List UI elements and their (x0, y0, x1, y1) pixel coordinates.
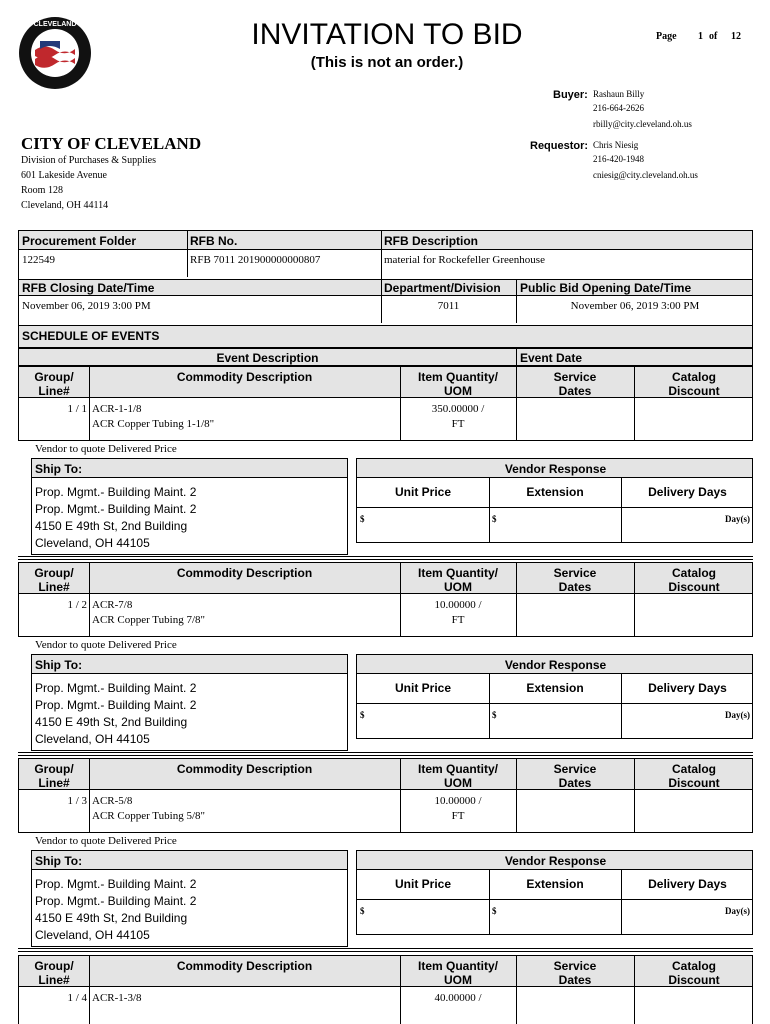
org-line-1: Division of Purchases & Supplies (21, 155, 156, 166)
ship-to-label: Ship To: (35, 462, 83, 476)
city-seal-logo (18, 16, 92, 90)
rfb-no-value: RFB 7011 201900000000807 (190, 254, 321, 266)
commodity-header: Commodity Description (176, 566, 313, 580)
ship-to-line-3: 4150 E 49th St, 2nd Building (35, 911, 188, 925)
service-header-2: Dates (558, 384, 592, 398)
ship-to-label: Ship To: (35, 658, 83, 672)
buyer-label: Buyer: (553, 89, 588, 101)
item-description: ACR Copper Tubing 5/8" (92, 810, 205, 822)
rfb-no-label: RFB No. (190, 234, 238, 248)
line-item-block (0, 366, 770, 562)
requestor-label: Requestor: (530, 140, 589, 152)
item-quantity: 10.00000 / (434, 599, 482, 611)
unit-price-input[interactable]: $ (360, 906, 365, 916)
org-line-4: Cleveland, OH 44114 (21, 200, 109, 211)
vendor-response-label: Vendor Response (504, 854, 607, 868)
group-line-header: Group/ (34, 370, 74, 384)
vendor-note: Vendor to quote Delivered Price (35, 835, 177, 847)
buyer-email[interactable]: rbilly@city.cleveland.oh.us (593, 119, 692, 129)
commodity-header: Commodity Description (176, 370, 313, 384)
delivery-days-input[interactable]: Day(s) (725, 514, 750, 524)
catalog-header: Catalog (671, 762, 716, 776)
closing-date-value: November 06, 2019 3:00 PM (22, 300, 151, 312)
item-quantity: 10.00000 / (434, 795, 482, 807)
item-line-number: 1 / 4 (67, 992, 87, 1004)
event-description-label: Event Description (216, 351, 319, 365)
event-date-label: Event Date (520, 351, 583, 365)
page-subtitle: (This is not an order.) (310, 54, 464, 71)
quantity-header: Item Quantity/ (417, 959, 498, 973)
svg-text:CLEVELAND: CLEVELAND (33, 21, 77, 28)
closing-date-label: RFB Closing Date/Time (22, 281, 155, 295)
service-header-2: Dates (558, 973, 592, 987)
item-description: ACR Copper Tubing 7/8" (92, 614, 205, 626)
service-header: Service (553, 566, 597, 580)
ship-to-label: Ship To: (35, 854, 83, 868)
group-line-header-2: Line# (38, 580, 70, 594)
group-line-header-2: Line# (38, 776, 70, 790)
ship-to-box (31, 654, 348, 751)
delivery-days-label: Delivery Days (648, 681, 727, 695)
org-line-2: 601 Lakeside Avenue (21, 170, 107, 181)
ship-to-box (31, 458, 348, 555)
item-code: ACR-1-3/8 (92, 992, 142, 1004)
vendor-response-box (356, 850, 753, 935)
schedule-header-row (18, 348, 753, 366)
unit-price-label: Unit Price (394, 485, 451, 499)
catalog-header: Catalog (671, 370, 716, 384)
org-name: CITY OF CLEVELAND (21, 134, 202, 153)
department-label: Department/Division (384, 281, 501, 295)
line-item-block (0, 562, 770, 758)
item-description: ACR Copper Tubing 1-1/8" (92, 418, 215, 430)
ship-to-line-1: Prop. Mgmt.- Building Maint. 2 (35, 877, 197, 891)
procurement-folder-label: Procurement Folder (22, 234, 137, 248)
page-label: Page (656, 31, 677, 42)
line-item-block (0, 758, 770, 954)
bid-opening-label: Public Bid Opening Date/Time (520, 281, 692, 295)
quantity-header: Item Quantity/ (417, 566, 498, 580)
quantity-header-2: UOM (444, 580, 472, 594)
requestor-name: Chris Niesig (593, 140, 639, 150)
page-number: 1 (698, 31, 703, 42)
catalog-header-2: Discount (668, 776, 720, 790)
delivery-days-label: Delivery Days (648, 877, 727, 891)
department-value: 7011 (437, 300, 460, 312)
page-total: 12 (731, 31, 741, 42)
catalog-header-2: Discount (668, 384, 720, 398)
group-line-header: Group/ (34, 959, 74, 973)
catalog-header-2: Discount (668, 580, 720, 594)
service-header: Service (553, 370, 597, 384)
group-line-header: Group/ (34, 566, 74, 580)
ship-to-line-2: Prop. Mgmt.- Building Maint. 2 (35, 502, 197, 516)
page-title: INVITATION TO BID (251, 18, 523, 51)
ship-to-line-2: Prop. Mgmt.- Building Maint. 2 (35, 698, 197, 712)
rfb-description-value: material for Rockefeller Greenhouse (384, 254, 545, 266)
delivery-days-input[interactable]: Day(s) (725, 906, 750, 916)
buyer-name: Rashaun Billy (593, 89, 645, 99)
delivery-days-input[interactable]: Day(s) (725, 710, 750, 720)
vendor-response-box (356, 458, 753, 543)
item-uom: FT (451, 418, 465, 430)
item-uom: FT (451, 810, 465, 822)
unit-price-input[interactable]: $ (360, 514, 365, 524)
unit-price-label: Unit Price (394, 877, 451, 891)
catalog-header-2: Discount (668, 973, 720, 987)
vendor-note: Vendor to quote Delivered Price (35, 639, 177, 651)
schedule-title: SCHEDULE OF EVENTS (22, 329, 160, 343)
bid-opening-value: November 06, 2019 3:00 PM (570, 300, 700, 312)
quantity-header-2: UOM (444, 776, 472, 790)
ship-to-line-4: Cleveland, OH 44105 (35, 732, 150, 746)
extension-input[interactable]: $ (492, 710, 497, 720)
item-line-number: 1 / 1 (67, 403, 87, 415)
quantity-header: Item Quantity/ (417, 370, 498, 384)
item-code: ACR-1-1/8 (92, 403, 142, 415)
item-table (18, 562, 753, 637)
group-line-header: Group/ (34, 762, 74, 776)
procurement-folder-value: 122549 (22, 254, 55, 266)
ship-to-box (31, 850, 348, 947)
extension-label: Extension (526, 485, 584, 499)
extension-input[interactable]: $ (492, 906, 497, 916)
delivery-days-label: Delivery Days (648, 485, 727, 499)
group-line-header-2: Line# (38, 384, 70, 398)
service-header: Service (553, 762, 597, 776)
item-quantity: 350.00000 / (431, 403, 485, 415)
extension-input[interactable]: $ (492, 514, 497, 524)
catalog-header: Catalog (671, 959, 716, 973)
ship-to-line-3: 4150 E 49th St, 2nd Building (35, 715, 188, 729)
line-item-block (0, 955, 770, 1024)
ship-to-line-2: Prop. Mgmt.- Building Maint. 2 (35, 894, 197, 908)
ship-to-line-4: Cleveland, OH 44105 (35, 536, 150, 550)
quantity-header: Item Quantity/ (417, 762, 498, 776)
item-table (18, 955, 753, 1024)
page-of-label: of (709, 31, 718, 42)
ship-to-line-1: Prop. Mgmt.- Building Maint. 2 (35, 681, 197, 695)
extension-label: Extension (526, 877, 584, 891)
service-header: Service (553, 959, 597, 973)
commodity-header: Commodity Description (176, 959, 313, 973)
vendor-response-label: Vendor Response (504, 462, 607, 476)
requestor-phone: 216-420-1948 (593, 154, 644, 164)
requestor-email[interactable]: cniesig@city.cleveland.oh.us (593, 170, 698, 180)
catalog-header: Catalog (671, 566, 716, 580)
vendor-note: Vendor to quote Delivered Price (35, 443, 177, 455)
vendor-response-label: Vendor Response (504, 658, 607, 672)
item-uom: FT (451, 614, 465, 626)
item-line-number: 1 / 2 (67, 599, 87, 611)
vendor-response-box (356, 654, 753, 739)
item-code: ACR-7/8 (92, 599, 133, 611)
buyer-phone: 216-664-2626 (593, 103, 644, 113)
item-line-number: 1 / 3 (67, 795, 87, 807)
info-table (18, 230, 753, 348)
ship-to-line-4: Cleveland, OH 44105 (35, 928, 150, 942)
commodity-header: Commodity Description (176, 762, 313, 776)
ship-to-line-1: Prop. Mgmt.- Building Maint. 2 (35, 485, 197, 499)
service-header-2: Dates (558, 776, 592, 790)
extension-label: Extension (526, 681, 584, 695)
rfb-description-label: RFB Description (384, 234, 479, 248)
unit-price-input[interactable]: $ (360, 710, 365, 720)
item-table (18, 366, 753, 441)
item-code: ACR-5/8 (92, 795, 133, 807)
unit-price-label: Unit Price (394, 681, 451, 695)
service-header-2: Dates (558, 580, 592, 594)
quantity-header-2: UOM (444, 973, 472, 987)
item-quantity: 40.00000 / (434, 992, 482, 1004)
org-line-3: Room 128 (21, 185, 63, 196)
item-table (18, 758, 753, 833)
ship-to-line-3: 4150 E 49th St, 2nd Building (35, 519, 188, 533)
group-line-header-2: Line# (38, 973, 70, 987)
quantity-header-2: UOM (444, 384, 472, 398)
